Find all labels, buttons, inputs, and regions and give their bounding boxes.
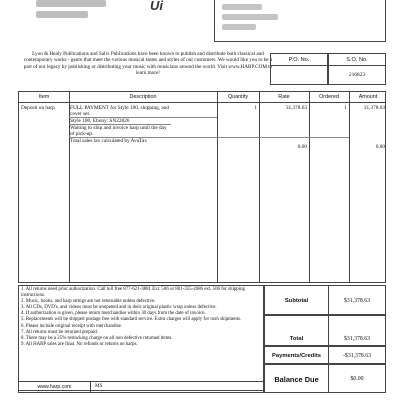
subtotal-label: Subtotal bbox=[265, 286, 329, 314]
note-line: 3. All CDs, DVD's, and videos must be unopened and in their original plastic wrap unless defective. bbox=[21, 305, 217, 311]
row-quantity: 1 bbox=[254, 105, 257, 111]
row-description-line: Total sales tax calculated by AvaTax bbox=[69, 137, 349, 144]
note-line: 2. Music, books, and harp strings are not returnable unless defective. bbox=[21, 299, 156, 305]
header-quantity: Quantity bbox=[227, 94, 249, 100]
header-amount: Amount bbox=[358, 94, 378, 100]
rep-initials: MS bbox=[95, 383, 103, 389]
total-row bbox=[264, 315, 386, 346]
balance-label: Balance Due bbox=[265, 365, 329, 392]
note-line: 5. Replacements will be shipped postage free with standard service. Extra charges will apply for rush shipments. bbox=[21, 317, 242, 323]
so-label: S.O. No. bbox=[329, 54, 385, 66]
note-line: 7. All returns must be returned prepaid. bbox=[21, 329, 98, 335]
line-items-table bbox=[18, 91, 386, 283]
header-ordered: Ordered bbox=[319, 94, 339, 100]
publications-blurb: Lyon & Healy Publications and Salvi Publications have been known to publish and distribute both classical and contemporary works - genre that meet the various musical tastes and styles of our customers. We would like you to be a part of our legacy by publishing or distributing your music with musicians around the world. Visit www.HARP.COM to learn more! bbox=[23, 51, 273, 77]
total-value: $31,378.63 bbox=[343, 336, 371, 342]
row-description-line: Waiting to ship and invoice harp until the day of pick-up. bbox=[69, 124, 171, 137]
so-number-box bbox=[328, 53, 386, 85]
subtotal-value: $31,378.63 bbox=[343, 298, 371, 304]
tax-rate: 0.00 bbox=[297, 144, 307, 150]
row-ordered: 1 bbox=[344, 105, 347, 111]
total-label: Total bbox=[265, 316, 329, 345]
note-line: 8. There may be a 25% restocking charge on all non defective returned items. bbox=[21, 335, 173, 341]
payments-value: -$31,378.63 bbox=[342, 353, 372, 359]
footer-row bbox=[18, 381, 264, 393]
header-rate: Rate bbox=[278, 94, 290, 100]
payments-row bbox=[264, 346, 386, 364]
header-description: Description bbox=[129, 94, 157, 100]
tax-amount: 0.00 bbox=[375, 144, 385, 150]
subtotal-row bbox=[264, 285, 386, 315]
return-policy-notes bbox=[18, 285, 264, 391]
payments-label: Payments/Credits bbox=[265, 347, 329, 363]
bill-to-address-redacted bbox=[222, 4, 282, 34]
row-description-line: Style 100, Ebony: SN22826 bbox=[69, 117, 217, 124]
website-link[interactable]: www.harp.com bbox=[19, 382, 91, 392]
sender-address-redacted bbox=[36, 0, 118, 26]
po-number-box bbox=[270, 53, 328, 85]
header-item: Item bbox=[38, 94, 50, 100]
row-item: Deposit on harp bbox=[21, 105, 55, 111]
note-line: 6. Please include original receipt with merchandise. bbox=[21, 323, 123, 329]
row-description-line: FULL PAYMENT for Style 100, shipping, and cover set. bbox=[70, 105, 170, 118]
po-label: P.O. No. bbox=[271, 54, 327, 66]
balance-row bbox=[264, 364, 386, 393]
note-line: 9. All HARP sales are final. No refunds or returns on harps. bbox=[21, 341, 138, 347]
so-value: 216823 bbox=[348, 72, 366, 78]
logo-fragment: Ui bbox=[150, 0, 163, 13]
note-line: 1. All returns need prior authorization. Call toll free 877-621-3881 Ext. 506 or 801-355-2686 ext. 506 for shipping instructions. bbox=[21, 287, 245, 299]
row-rate: 31,378.63 bbox=[285, 105, 307, 111]
note-line: 4. If authorization is given, please return merchandise within 30 days from the date of invoice. bbox=[21, 311, 206, 317]
row-amount: 31,378.63 bbox=[363, 105, 385, 111]
balance-value: $0.00 bbox=[350, 376, 364, 382]
table-header bbox=[19, 92, 385, 103]
